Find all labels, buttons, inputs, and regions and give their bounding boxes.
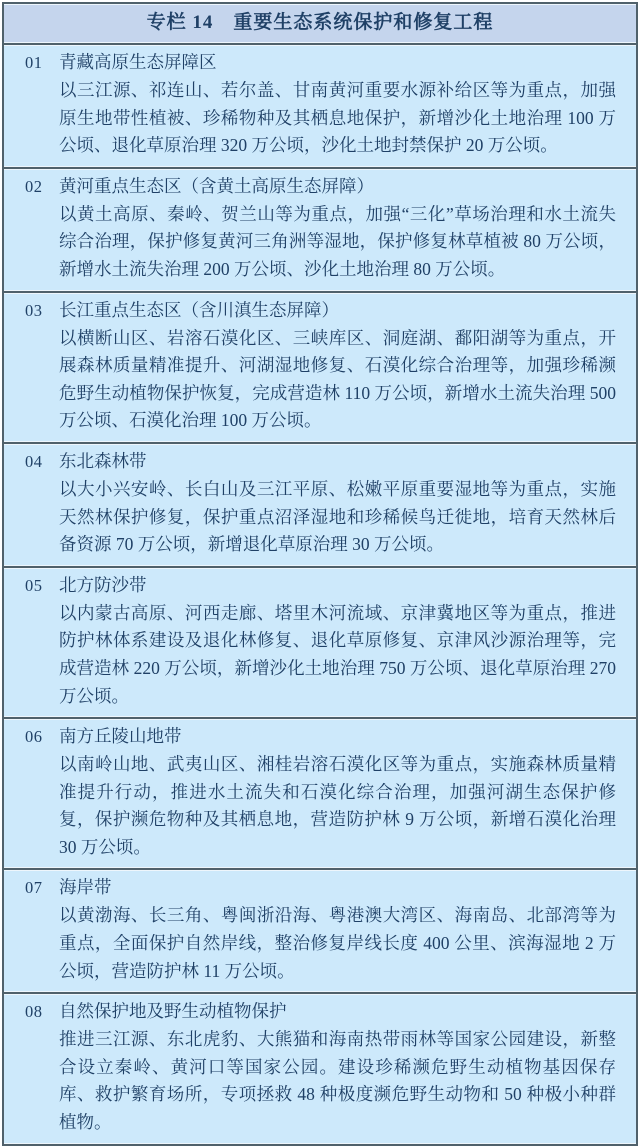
- section-row: [4, 167, 636, 291]
- section-row: [4, 717, 636, 868]
- section-header: [25, 296, 616, 325]
- section-header: [25, 447, 616, 476]
- section-heading: 北方防沙带: [59, 574, 147, 595]
- section-body: 以大小兴安岭、长白山及三江平原、松嫩平原重要湿地等为重点，实施天然林保护修复，保护重点沼泽湿地和珍稀候鸟迁徙地，培育天然林后备资源 70 万公顷，新增退化草原治理 30 万公顷。: [59, 478, 616, 555]
- section-header: [25, 48, 616, 77]
- section-heading: 海岸带: [59, 877, 112, 898]
- section-body: 以内蒙古高原、河西走廊、塔里木河流域、京津冀地区等为重点，推进防护林体系建设及退化林修复、退化草原修复、京津风沙源治理等，完成营造林 220 万公顷，新增沙化土地治理 750 万公顷、退化草原治理 270 万公顷。: [59, 602, 616, 706]
- section-number: 02: [25, 176, 43, 196]
- sections-list: [4, 45, 636, 1144]
- section-body: 以南岭山地、武夷山区、湘桂岩溶石漠化区等为重点，实施森林质量精准提升行动，推进水土流失和石漠化综合治理，加强河湖生态保护修复，保护濒危物种及其栖息地，营造防护林 9 万公顷，新增石漠化治理 30 万公顷。: [59, 754, 616, 857]
- section-row: [4, 868, 636, 992]
- section-number: 05: [25, 575, 43, 595]
- section-header: [25, 172, 616, 201]
- section-body: 推进三江源、东北虎豹、大熊猫和海南热带雨林等国家公园建设，新整合设立秦岭、黄河口等国家公园。建设珍稀濒危野生动植物基因保存库、救护繁育场所，专项拯救 48 种极度濒危野生动物和 50 种极小种群植物。: [59, 1029, 616, 1133]
- section-heading: 南方丘陵山地带: [59, 726, 182, 747]
- section-heading: 东北森林带: [59, 450, 147, 471]
- section-body: 以黄土高原、秦岭、贺兰山等为重点，加强“三化”草场治理和水土流失综合治理，保护修复黄河三角洲等湿地，保护修复林草植被 80 万公顷，新增水土流失治理 200 万公顷、沙化土地治理 80 万公顷。: [59, 203, 616, 279]
- section-header: [25, 722, 616, 751]
- section-row: [4, 45, 636, 167]
- section-body: 以横断山区、岩溶石漠化区、三峡库区、洞庭湖、鄱阳湖等为重点，开展森林质量精准提升、河湖湿地修复、石漠化综合治理等，加强珍稀濒危野生动植物保护恢复，完成营造林 110 万公顷，新增水土流失治理 500 万公顷、石漠化治理 100 万公顷。: [59, 327, 616, 431]
- section-body: 以三江源、祁连山、若尔盖、甘南黄河重要水源补给区等为重点，加强原生地带性植被、珍稀物种及其栖息地保护，新增沙化土地治理 100 万公顷、退化草原治理 320 万公顷，沙化土地封禁保护 20 万公顷。: [59, 80, 616, 156]
- section-header: [25, 571, 616, 600]
- section-number: 08: [25, 1002, 43, 1022]
- section-heading: 黄河重点生态区（含黄土高原生态屏障）: [59, 175, 374, 196]
- section-heading: 青藏高原生态屏障区: [59, 52, 217, 72]
- section-heading: 长江重点生态区（含川滇生态屏障）: [59, 299, 339, 320]
- section-heading: 自然保护地及野生动植物保护: [59, 1001, 287, 1022]
- section-number: 07: [25, 878, 43, 898]
- section-number: 01: [25, 53, 43, 72]
- section-row: [4, 992, 636, 1143]
- table-title: 专栏 14 重要生态系统保护和修复工程: [4, 4, 636, 45]
- section-number: 04: [25, 451, 43, 471]
- section-row: [4, 566, 636, 717]
- section-number: 03: [25, 300, 43, 320]
- section-body: 以黄渤海、长三角、粤闽浙沿海、粤港澳大湾区、海南岛、北部湾等为重点，全面保护自然岸线，整治修复岸线长度 400 公里、滨海湿地 2 万公顷，营造防护林 11 万公顷。: [59, 905, 616, 981]
- ecology-projects-table: [2, 2, 638, 1146]
- section-number: 06: [25, 727, 43, 747]
- section-row: [4, 442, 636, 566]
- section-row: [4, 291, 636, 442]
- section-header: [25, 873, 616, 902]
- section-header: [25, 997, 616, 1026]
